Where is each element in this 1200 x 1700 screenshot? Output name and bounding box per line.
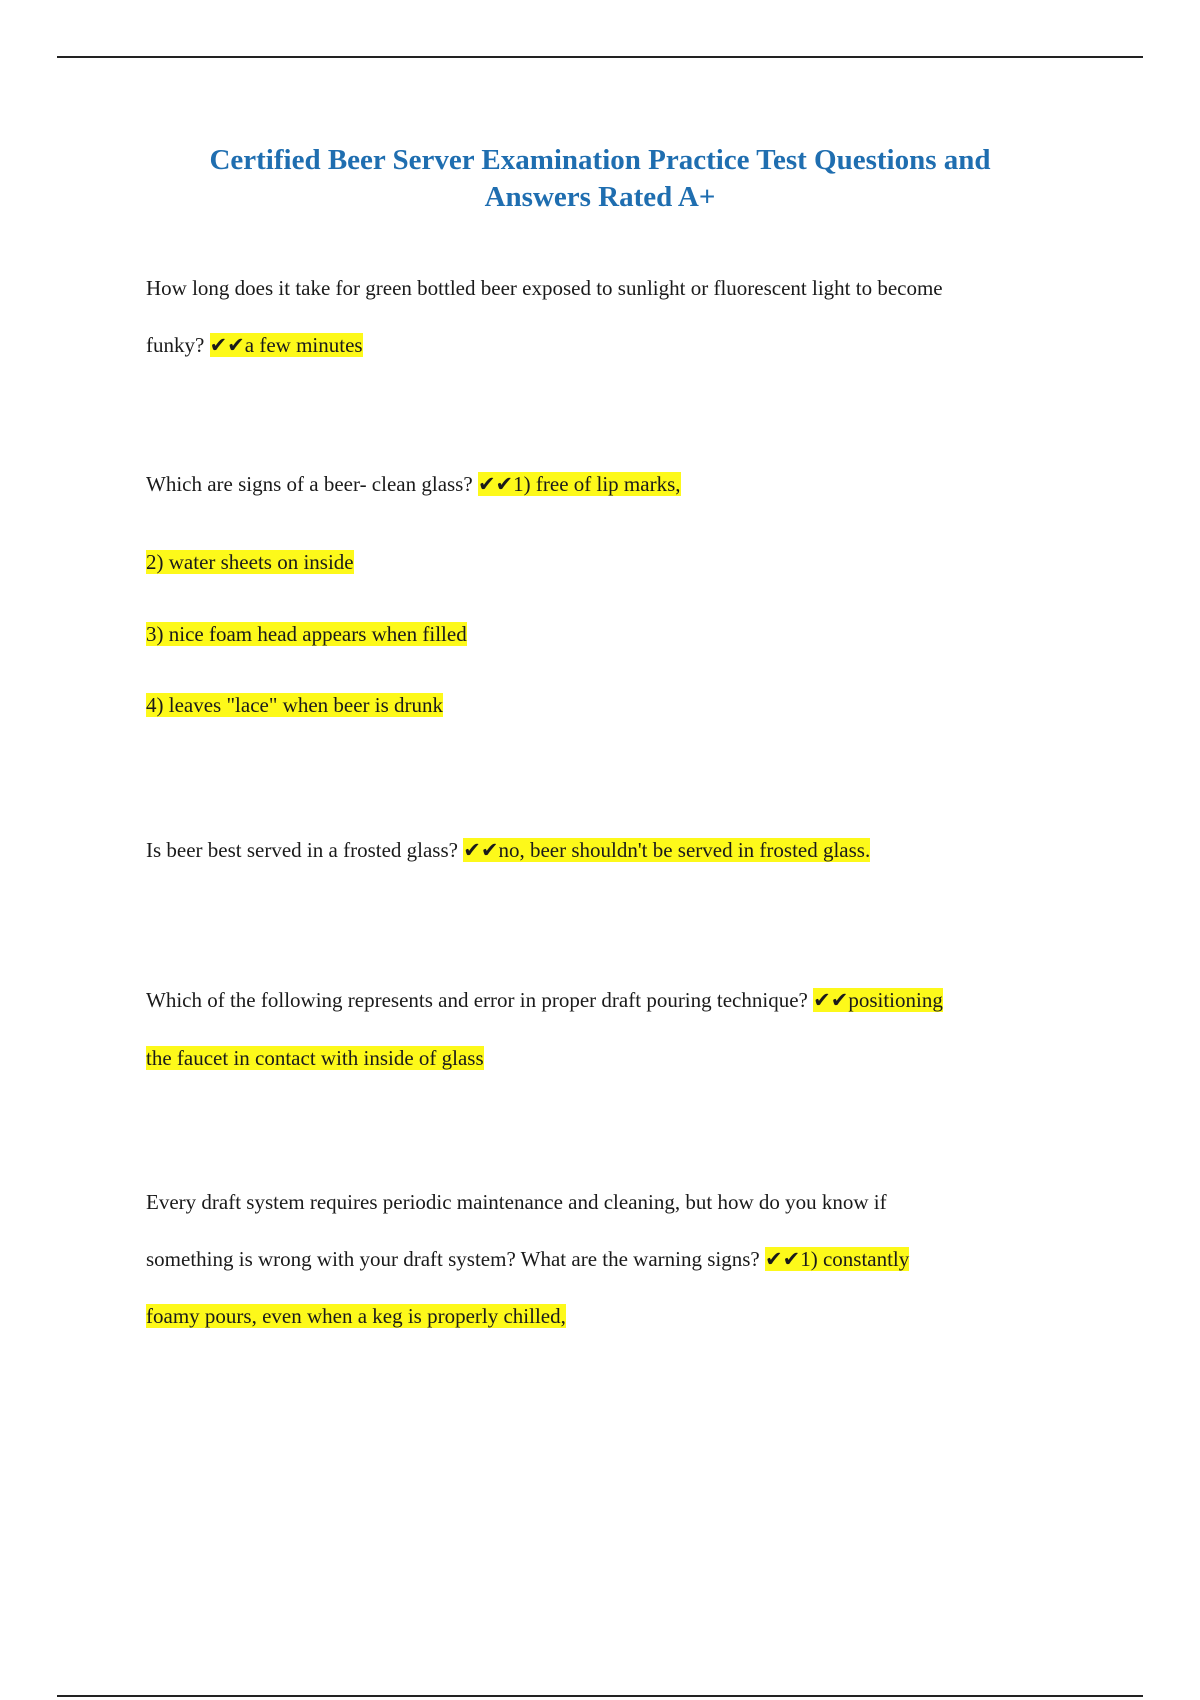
check-mark-icon: ✔✔ <box>477 472 514 496</box>
footer-rule <box>57 1695 1143 1697</box>
answer-text: 4) leaves "lace" when beer is drunk <box>146 693 444 717</box>
question-text: Is beer best served in a frosted glass? <box>146 838 458 862</box>
header-rule <box>57 56 1143 58</box>
question-text: something is wrong with your draft system? What are the warning signs? <box>146 1247 760 1271</box>
question-2-line-1 <box>146 472 681 497</box>
question-4-line-1 <box>146 988 943 1013</box>
answer-2-line-2 <box>146 550 354 575</box>
question-3-line-1 <box>146 838 870 863</box>
check-mark-icon: ✔✔ <box>765 1247 801 1271</box>
check-mark-icon: ✔✔ <box>813 988 849 1012</box>
answer-highlight <box>463 838 870 862</box>
answer-text: 2) water sheets on inside <box>146 550 354 574</box>
answer-text: a few minutes <box>244 333 363 357</box>
answer-text: no, beer shouldn't be served in frosted glass. <box>498 838 871 862</box>
answer-4-line-2 <box>146 1046 484 1071</box>
answer-2-line-3 <box>146 622 467 647</box>
question-5-line-2 <box>146 1247 909 1272</box>
answer-text: the faucet in contact with inside of glass <box>146 1046 484 1070</box>
answer-text: 1) free of lip marks, <box>513 472 681 496</box>
answer-5-line-2 <box>146 1304 566 1329</box>
question-text: Every draft system requires periodic maintenance and cleaning, but how do you know if <box>146 1190 887 1214</box>
question-1-line-1 <box>146 276 943 301</box>
answer-highlight <box>210 333 363 357</box>
answer-highlight <box>765 1247 909 1271</box>
check-mark-icon: ✔✔ <box>463 838 499 862</box>
question-1-line-2 <box>146 333 363 358</box>
question-text: Which are signs of a beer- clean glass? <box>146 472 473 496</box>
answer-text: 1) constantly <box>800 1247 910 1271</box>
answer-text: foamy pours, even when a keg is properly chilled, <box>146 1304 566 1328</box>
title-line-2: Answers Rated A+ <box>484 181 716 213</box>
question-5-line-1 <box>146 1190 887 1215</box>
question-text: How long does it take for green bottled beer exposed to sunlight or fluorescent light to become <box>146 276 943 300</box>
answer-highlight <box>813 988 943 1012</box>
answer-text: 3) nice foam head appears when filled <box>146 622 467 646</box>
question-text: Which of the following represents and error in proper draft pouring technique? <box>146 988 808 1012</box>
check-mark-icon: ✔✔ <box>209 333 245 357</box>
answer-2-line-4 <box>146 693 443 718</box>
question-text: funky? <box>146 333 205 357</box>
answer-text: positioning <box>848 988 943 1012</box>
answer-highlight <box>478 472 681 496</box>
title-line-1: Certified Beer Server Examination Practice Test Questions and <box>209 144 991 176</box>
document-title <box>100 142 1100 216</box>
